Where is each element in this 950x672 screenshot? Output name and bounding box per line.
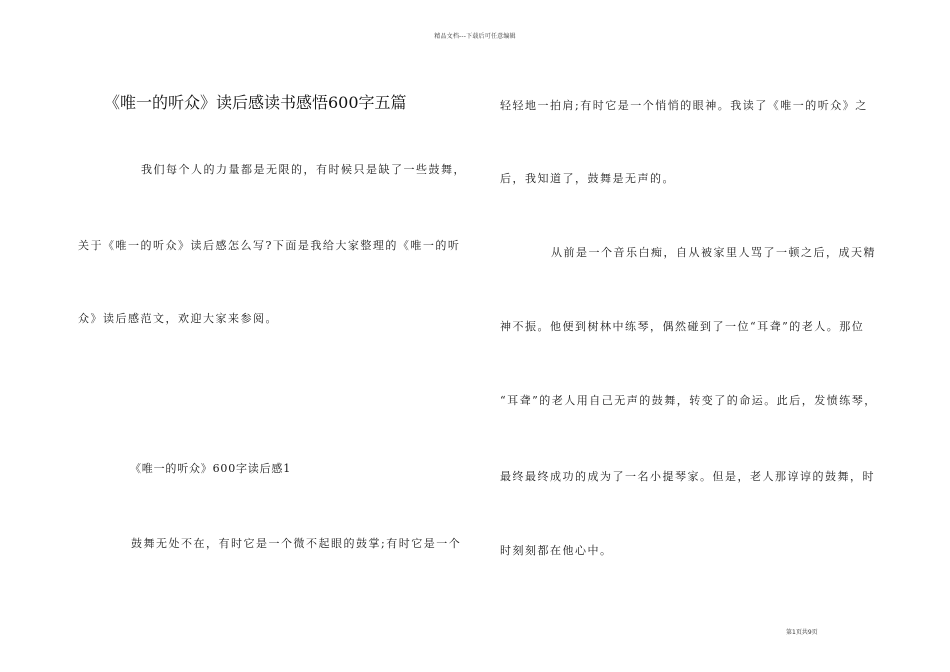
body-line: 时刻刻都在他心中。 [500, 544, 613, 557]
body-line: “耳聋”的老人用自己无声的鼓舞，转变了的命运。此后，发愤练琴， [500, 394, 877, 407]
body-line: 轻轻地一拍肩;有时它是一个悄悄的眼神。我读了《唯一的听众》之 [500, 99, 868, 112]
intro-line: 众》读后感范文，欢迎大家来参阅。 [78, 312, 278, 325]
body-line: 后，我知道了，鼓舞是无声的。 [500, 172, 675, 185]
page-header: 精品文档---下载后可任意编辑 [434, 33, 516, 40]
intro-line: 关于《唯一的听众》读后感怎么写?下面是我给大家整理的《唯一的听 [78, 239, 461, 252]
intro-line: 我们每个人的力量都是无限的，有时候只是缺了一些鼓舞， [141, 163, 466, 176]
page-number: 第1页共9页 [786, 629, 818, 636]
document-title: 《唯一的听众》读后感读书感悟600字五篇 [104, 93, 407, 112]
body-line: 最终最终成功的成为了一名小提琴家。但是，老人那谆谆的鼓舞，时 [500, 470, 875, 483]
body-line: 神不振。他便到树林中练琴，偶然碰到了一位“耳聋”的老人。那位 [500, 320, 865, 333]
section-heading: 《唯一的听众》600字读后感1 [130, 462, 291, 475]
body-line: 鼓舞无处不在，有时它是一个微不起眼的鼓掌;有时它是一个 [131, 537, 462, 550]
body-line: 从前是一个音乐白痴，自从被家里人骂了一顿之后，成天精 [551, 246, 876, 259]
